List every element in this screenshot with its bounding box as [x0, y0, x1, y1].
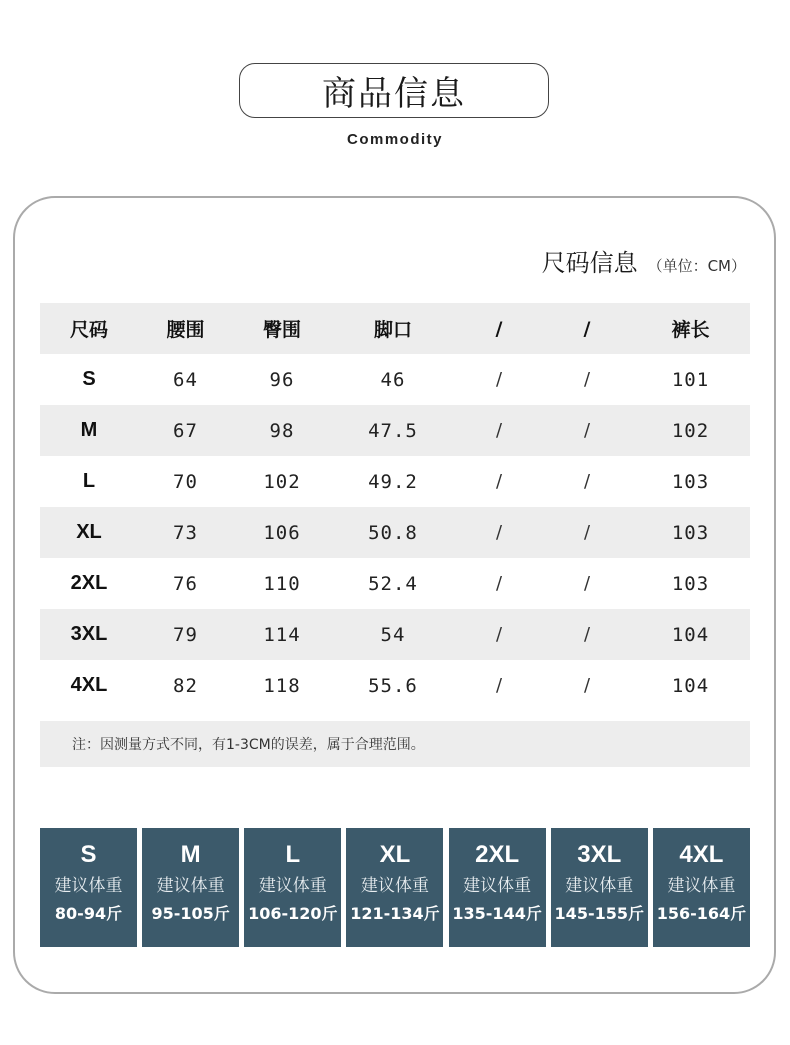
weight-card-label: 建议体重	[667, 876, 736, 896]
table-header-row	[40, 303, 750, 354]
weight-card-label: 建议体重	[463, 876, 532, 896]
empty-cell: /	[495, 471, 503, 492]
weight-card-label: 建议体重	[360, 876, 429, 896]
hem-cell: 46	[380, 368, 406, 391]
column-header: 腰围	[166, 319, 205, 341]
size-cell: S	[82, 368, 96, 390]
size-cell: XL	[76, 521, 102, 543]
hip-cell: 106	[263, 521, 301, 544]
empty-cell: /	[583, 675, 591, 696]
weight-card-xl	[346, 828, 443, 947]
waist-cell: 76	[173, 572, 198, 595]
hem-cell: 54	[380, 623, 406, 646]
page-subtitle: Commodity	[347, 131, 443, 148]
table-row	[40, 456, 750, 507]
weight-card-label: 建议体重	[54, 876, 123, 896]
empty-cell: /	[495, 675, 503, 696]
weight-card-label: 建议体重	[258, 876, 327, 896]
weight-card-size: 3XL	[577, 841, 622, 868]
weight-card-range: 135-144斤	[452, 904, 542, 923]
hip-cell: 118	[263, 674, 301, 697]
length-cell: 103	[671, 470, 710, 493]
column-header: /	[583, 317, 591, 340]
empty-cell: /	[583, 369, 591, 390]
size-info-heading	[542, 243, 746, 278]
weight-card-label: 建议体重	[565, 876, 634, 896]
weight-card-label: 建议体重	[156, 876, 225, 896]
size-cell: L	[82, 470, 96, 492]
size-info-title: 尺码信息	[541, 249, 638, 277]
weight-card-4xl	[653, 828, 750, 947]
weight-card-size: S	[80, 841, 97, 868]
hem-cell: 49.2	[368, 470, 418, 493]
length-cell: 101	[671, 368, 710, 391]
weight-card-size: L	[285, 841, 301, 868]
empty-cell: /	[495, 369, 503, 390]
column-header: 臀围	[262, 319, 301, 341]
length-cell: 104	[671, 674, 710, 697]
waist-cell: 70	[173, 470, 198, 493]
table-row	[40, 558, 750, 609]
length-cell: 103	[671, 572, 710, 595]
weight-guide	[40, 828, 750, 947]
table-row	[40, 354, 750, 405]
column-header: /	[495, 317, 503, 340]
size-cell: 3XL	[70, 623, 108, 645]
size-cell: 2XL	[70, 572, 108, 594]
weight-card-range: 156-164斤	[656, 904, 747, 923]
empty-cell: /	[495, 522, 503, 543]
waist-cell: 64	[173, 368, 198, 391]
weight-card-range: 80-94斤	[54, 904, 123, 923]
table-row	[40, 660, 750, 711]
weight-card-size: XL	[379, 841, 411, 868]
hem-cell: 52.4	[368, 572, 418, 595]
size-info-unit: （单位：CM）	[647, 257, 746, 275]
empty-cell: /	[583, 624, 591, 645]
column-header: 裤长	[671, 319, 710, 341]
weight-card-l	[244, 828, 341, 947]
measurement-note: 注：因测量方式不同，有1-3CM的误差，属于合理范围。	[40, 721, 750, 767]
weight-card-s	[40, 828, 137, 947]
hip-cell: 98	[269, 419, 295, 442]
hem-cell: 47.5	[368, 419, 418, 442]
table-row	[40, 507, 750, 558]
length-cell: 102	[671, 419, 710, 442]
table-row	[40, 405, 750, 456]
hip-cell: 102	[263, 470, 301, 493]
column-header: 尺码	[69, 319, 108, 341]
weight-card-range: 95-105斤	[151, 904, 230, 923]
size-cell: M	[80, 419, 98, 441]
empty-cell: /	[495, 573, 503, 594]
weight-card-size: 2XL	[475, 841, 520, 868]
size-table	[40, 303, 750, 711]
hip-cell: 114	[263, 623, 301, 646]
size-cell: 4XL	[70, 674, 108, 696]
empty-cell: /	[495, 624, 503, 645]
page-title: 商品信息	[239, 63, 549, 118]
hip-cell: 110	[263, 572, 301, 595]
weight-card-range: 106-120斤	[248, 904, 338, 923]
hem-cell: 55.6	[368, 674, 418, 697]
weight-card-2xl	[449, 828, 546, 947]
hip-cell: 96	[269, 368, 295, 391]
empty-cell: /	[583, 420, 591, 441]
waist-cell: 67	[173, 419, 198, 442]
waist-cell: 79	[173, 623, 198, 646]
length-cell: 104	[671, 623, 710, 646]
weight-card-size: 4XL	[679, 841, 724, 868]
weight-card-size: M	[180, 841, 201, 868]
table-row	[40, 609, 750, 660]
weight-card-3xl	[551, 828, 648, 947]
empty-cell: /	[495, 420, 503, 441]
weight-card-range: 145-155斤	[554, 904, 644, 923]
empty-cell: /	[583, 522, 591, 543]
weight-card-m	[142, 828, 239, 947]
column-header: 脚口	[373, 319, 412, 341]
length-cell: 103	[671, 521, 710, 544]
weight-card-range: 121-134斤	[350, 904, 440, 923]
waist-cell: 82	[173, 674, 198, 697]
waist-cell: 73	[173, 521, 198, 544]
empty-cell: /	[583, 573, 591, 594]
empty-cell: /	[583, 471, 591, 492]
hem-cell: 50.8	[368, 521, 418, 544]
